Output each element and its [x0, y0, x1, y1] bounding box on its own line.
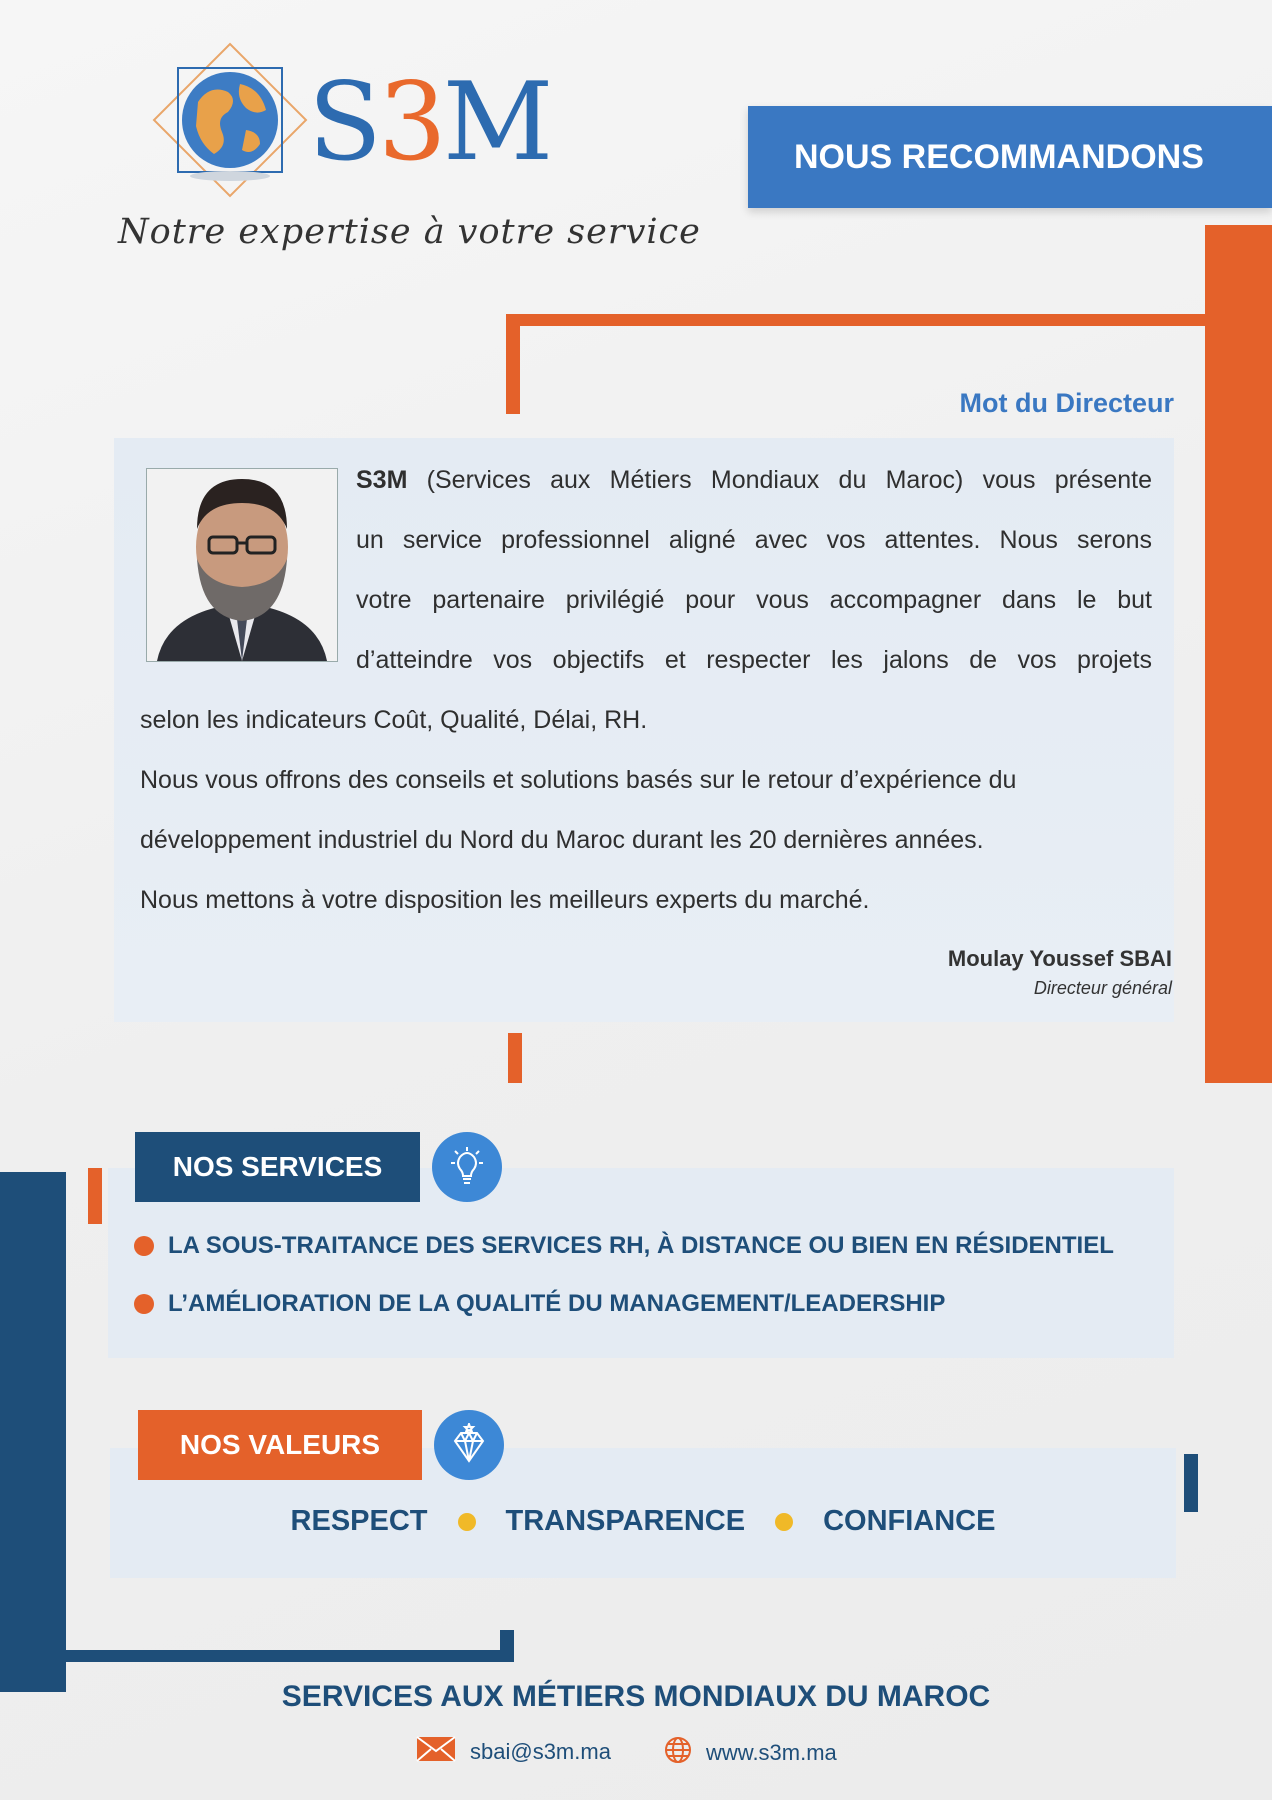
values-list — [110, 1505, 1176, 1538]
recommend-banner: NOUS RECOMMANDONS — [748, 106, 1272, 208]
services-title: NOS SERVICES — [135, 1132, 420, 1202]
footer-title: SERVICES AUX MÉTIERS MONDIAUX DU MAROC — [281, 1680, 991, 1713]
value-confiance: CONFIANCE — [823, 1505, 996, 1537]
orange-frame-left — [506, 314, 520, 414]
brand-digit-3: 3 — [378, 60, 443, 185]
brand-name — [308, 60, 550, 185]
navy-accent-values — [1184, 1454, 1198, 1512]
message-line-5: selon les indicateurs Coût, Qualité, Délai, RH. — [140, 706, 648, 734]
company-short: S3M — [356, 466, 408, 494]
lightbulb-icon — [432, 1132, 502, 1202]
values-title: NOS VALEURS — [138, 1410, 422, 1480]
orange-frame-top — [506, 314, 1206, 326]
website-link[interactable]: www.s3m.ma — [706, 1740, 837, 1765]
globe-icon — [664, 1736, 692, 1770]
signature-name: Moulay Youssef SBAI — [947, 946, 1172, 971]
brand-letter-s: S — [308, 60, 378, 185]
footer-email[interactable] — [416, 1736, 611, 1768]
navy-frame-bottom — [0, 1650, 514, 1662]
director-section-label: Mot du Directeur — [959, 388, 1174, 418]
service-item-2: L’AMÉLIORATION DE LA QUALITÉ DU MANAGEMENT/LEADERSHIP — [134, 1290, 945, 1318]
envelope-icon — [416, 1736, 456, 1768]
email-link[interactable]: sbai@s3m.ma — [470, 1739, 611, 1764]
message-line-3: votre partenaire privilégié pour vous accompagner dans le but — [356, 586, 1152, 614]
message-line-4: d’atteindre vos objectifs et respecter les jalons de vos projets — [356, 646, 1152, 674]
message-line-6: Nous vous offrons des conseils et solutions basés sur le retour d’expérience du — [140, 766, 1017, 794]
message-line-7: développement industriel du Nord du Maroc durant les 20 dernières années. — [140, 826, 984, 854]
orange-accent-small — [508, 1033, 522, 1083]
tagline: Notre expertise à votre service — [118, 212, 701, 252]
value-respect: RESPECT — [290, 1505, 428, 1537]
message-line-2: un service professionnel aligné avec vos attentes. Nous serons — [356, 526, 1152, 554]
orange-frame-right — [1205, 225, 1272, 1083]
service-item-1: LA SOUS-TRAITANCE DES SERVICES RH, À DISTANCE OU BIEN EN RÉSIDENTIEL — [134, 1232, 1114, 1260]
message-line-1: S3M (Services aux Métiers Mondiaux du Maroc) vous présente — [356, 466, 1152, 494]
separator-dot — [458, 1513, 476, 1531]
separator-dot — [775, 1513, 793, 1531]
brand-letter-m: M — [442, 60, 550, 185]
bullet-dot — [134, 1294, 154, 1314]
footer-website[interactable] — [664, 1736, 837, 1770]
navy-frame-left — [0, 1172, 66, 1692]
value-transparence: TRANSPARENCE — [505, 1505, 746, 1537]
logo-emblem — [150, 40, 310, 210]
message-line-8: Nous mettons à votre disposition les meilleurs experts du marché. — [140, 886, 870, 914]
signature-title: Directeur général — [1033, 978, 1172, 998]
navy-frame-bottom-right — [500, 1630, 514, 1662]
diamond-icon — [434, 1410, 504, 1480]
orange-accent-services — [88, 1168, 102, 1224]
director-message — [140, 450, 1152, 930]
bullet-dot — [134, 1236, 154, 1256]
